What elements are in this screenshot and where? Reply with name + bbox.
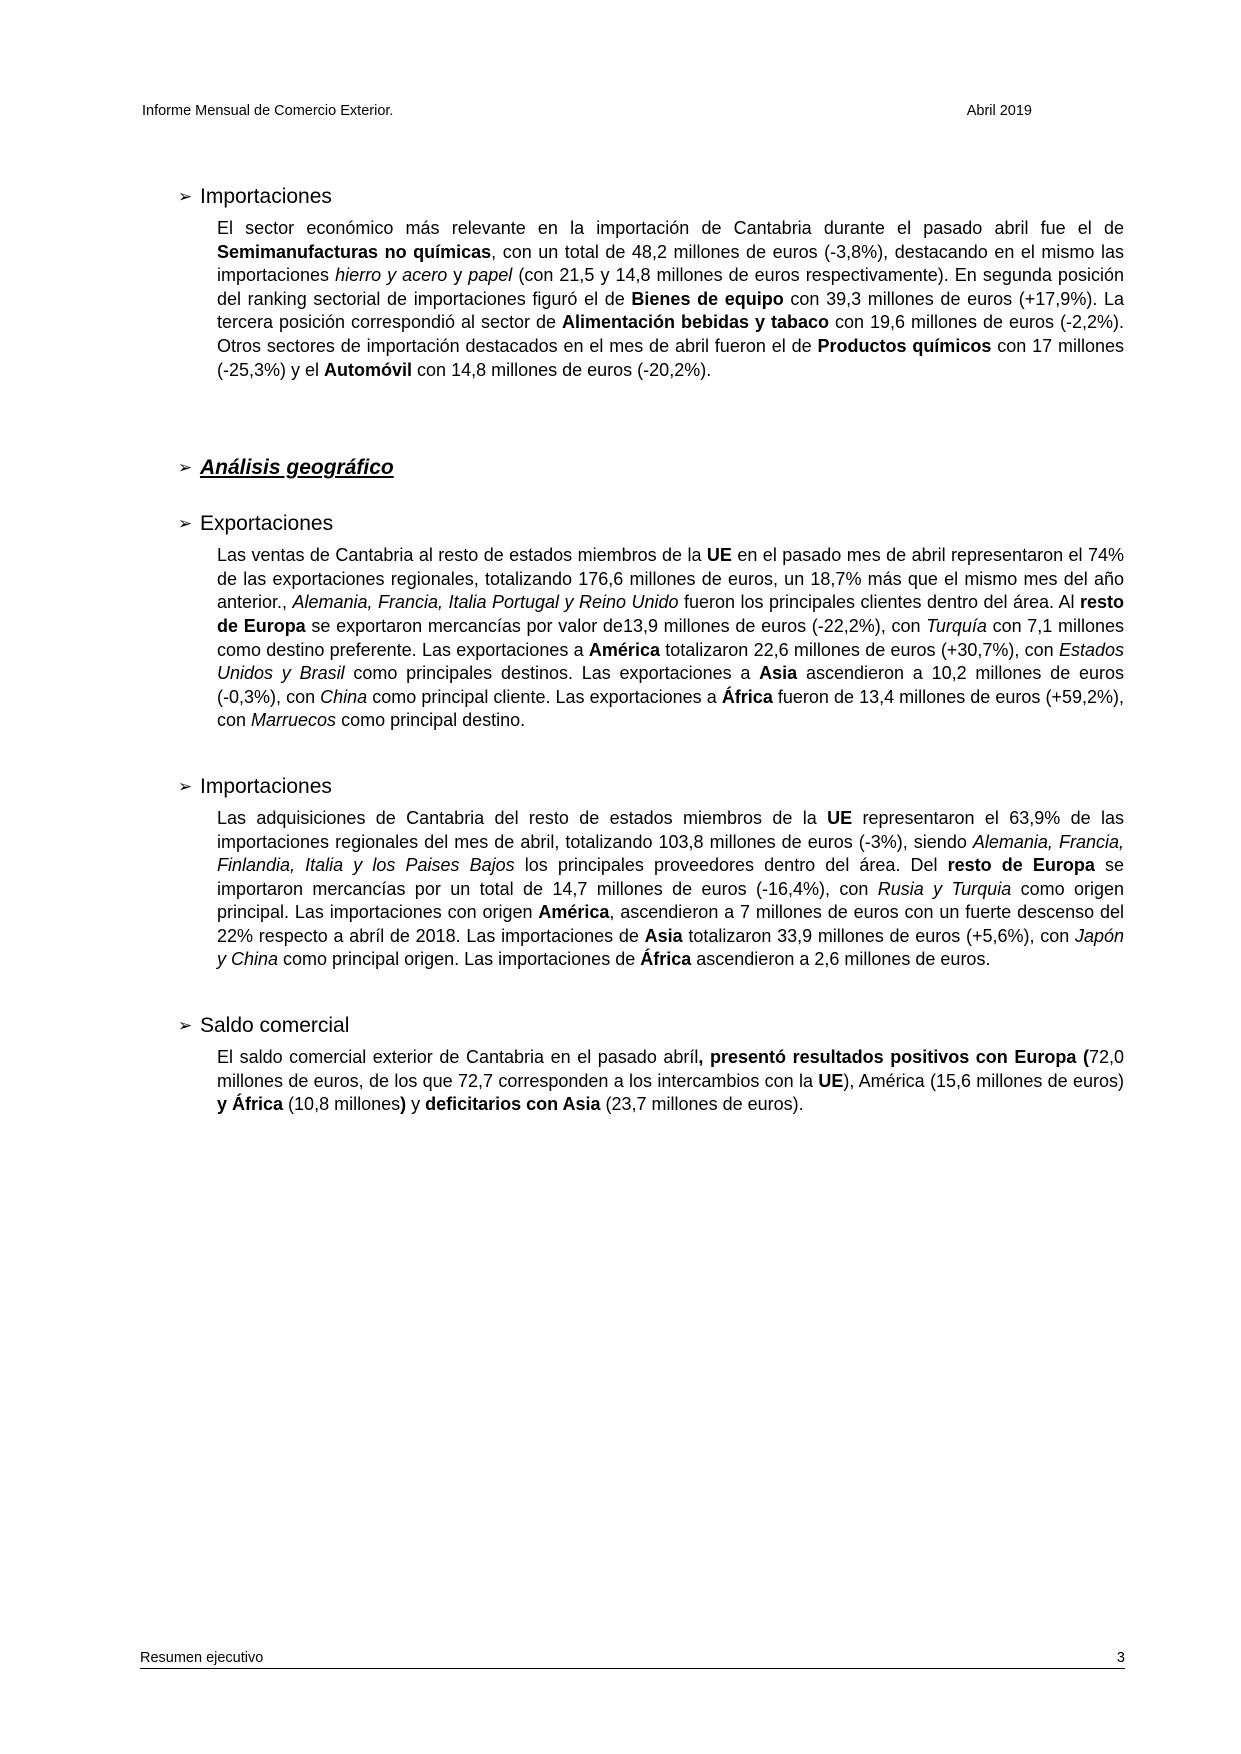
section-heading-importaciones [178,183,1124,211]
bold-text: deficitarios con Asia [425,1094,601,1115]
bold-text: resto de Europa [947,855,1095,876]
bold-text: UE [827,807,853,828]
arrow-bullet-icon: ➢ [178,776,193,796]
bold-text: América [588,639,660,660]
italic-text: Rusia y Turquia [877,878,1012,899]
bold-text: África [640,949,692,970]
text-run: con 17 millones (-25,3%) y el [217,335,1124,380]
italic-text: China [320,686,368,707]
text-run: como origen principal. Las importaciones con origen [217,878,1125,923]
bold-text: Asia [644,925,683,946]
arrow-bullet-icon: ➢ [178,187,193,206]
report-title: Informe Mensual de Comercio Exterior. [142,103,394,119]
bold-text: resto de Europa [217,592,1124,636]
italic-text: Japón y China [217,925,1124,970]
text-run: ), América (15,6 millones de euros) [843,1070,1124,1091]
text-run: como principal origen. Las importaciones de [278,949,641,970]
section-heading-saldo-comercial [178,1012,1124,1040]
section-paragraph [217,217,1124,382]
page-number: 3 [1116,1650,1125,1666]
bold-text: UE [706,545,732,566]
text-run: en el pasado mes de abril representaron el 74% de las exportaciones regionales, totalizando 176,6 millones de euros, un 18,7% más que el mismo mes del año anterior., [217,545,1124,613]
text-run: Las ventas de Cantabria al resto de estados miembros de la [217,545,707,566]
bold-text: Bienes de equipo [631,288,784,309]
text-run: , con un total de 48,2 millones de euros (-3,8%), destacando en el mismo las importaciones [217,241,1124,286]
bold-text: América [538,902,610,923]
italic-text: hierro y acero [335,265,448,286]
text-run: con 39,3 millones de euros (+17,9%). La tercera posición correspondió al sector de [217,288,1124,333]
bold-text: ) [400,1094,407,1115]
section-heading-analisis-geografico [178,454,1124,482]
text-run: El sector económico más relevante en la importación de Cantabria durante el pasado abril fue el de [217,218,1124,238]
section-heading-exportaciones [178,510,1124,538]
text-run: con 19,6 millones de euros (-2,2%). Otros sectores de importación destacados en el mes de abril fueron el de [217,312,1124,356]
italic-text: Turquía [926,615,987,636]
text-run: los principales proveedores dentro del área. Del [514,855,948,876]
text-run: (23,7 millones de euros). [600,1094,804,1115]
page-header [142,103,1032,119]
section-heading-importaciones-geo [178,773,1124,801]
bold-text: Automóvil [324,359,413,380]
document-body [178,183,1124,1117]
bold-text: Alimentación bebidas y tabaco [562,312,829,333]
italic-text: papel [468,265,513,286]
italic-text: Alemania, Francia, Finlandia, Italia y los Paises Bajos [217,831,1124,876]
section-heading-text: Importaciones [200,185,332,208]
arrow-bullet-icon: ➢ [178,458,193,478]
text-run: 72,0 millones de euros, de los que 72,7 corresponden a los intercambios con la [217,1047,1124,1091]
bold-text: UE [818,1070,844,1091]
text-run: , ascendieron a 7 millones de euros con un fuerte descenso del 22% respecto a abríl de 2018. Las importaciones de [217,902,1124,946]
bold-text: Asia [759,663,798,684]
arrow-bullet-icon: ➢ [178,1016,193,1036]
page-footer [140,1650,1125,1669]
text-run: fueron los principales clientes dentro del área. Al [678,592,1080,613]
text-run: con 7,1 millones como destino preferente. Las exportaciones a [217,615,1125,660]
text-run: con 14,8 millones de euros (-20,2%). [412,359,712,380]
section-heading-text: Saldo comercial [200,1014,350,1038]
section-heading-text: Importaciones [200,774,332,798]
text-run: se exportaron mercancías por valor de13,9 millones de euros (-22,2%), con [305,615,927,636]
text-run: (10,8 millones [283,1094,401,1115]
report-date: Abril 2019 [966,103,1032,119]
text-run: El saldo comercial exterior de Cantabria en el pasado abríl [217,1047,699,1068]
bold-text: Semimanufacturas no químicas [217,241,492,262]
section-paragraph [217,544,1124,733]
section-paragraph [217,807,1124,972]
text-run: Las adquisiciones de Cantabria del resto de estados miembros de la [217,807,828,828]
italic-text: Marruecos [251,710,337,731]
text-run: ascendieron a 10,2 millones de euros (-0,3%), con [217,663,1124,707]
text-run: y [447,265,469,286]
text-run: fueron de 13,4 millones de euros (+59,2%), con [217,686,1124,731]
text-run: como principal cliente. Las exportaciones a [367,686,722,707]
text-run: totalizaron 22,6 millones de euros (+30,7%), con [659,639,1059,660]
section-paragraph [217,1046,1124,1117]
text-run: (con 21,5 y 14,8 millones de euros respectivamente). En segunda posición del ranking sectorial de importaciones figuró el de [217,265,1124,309]
section-heading-text: Análisis geográfico [200,456,394,480]
text-run: ascendieron a 2,6 millones de euros. [691,949,991,970]
bold-text: África [721,686,773,707]
text-run: y [406,1094,426,1115]
text-run: totalizaron 33,9 millones de euros (+5,6%), con [682,925,1075,946]
bold-text: Productos químicos [817,335,992,356]
text-run: como principal destino. [336,710,526,731]
footer-label: Resumen ejecutivo [140,1650,264,1666]
arrow-bullet-icon: ➢ [178,514,193,534]
italic-text: Alemania, Francia, Italia Portugal y Reino Unido [292,592,679,613]
bold-text: , presentó resultados positivos con Europa ( [698,1047,1089,1068]
text-run: se importaron mercancías por un total de 14,7 millones de euros (-16,4%), con [217,855,1125,899]
bold-text: y África [217,1094,284,1115]
text-run: representaron el 63,9% de las importaciones regionales del mes de abril, totalizando 103,8 millones de euros (-3%), siendo [217,807,1124,852]
section-heading-text: Exportaciones [200,512,334,536]
text-run: como principales destinos. Las exportaciones a [344,663,760,684]
italic-text: Estados Unidos y Brasil [217,639,1124,684]
